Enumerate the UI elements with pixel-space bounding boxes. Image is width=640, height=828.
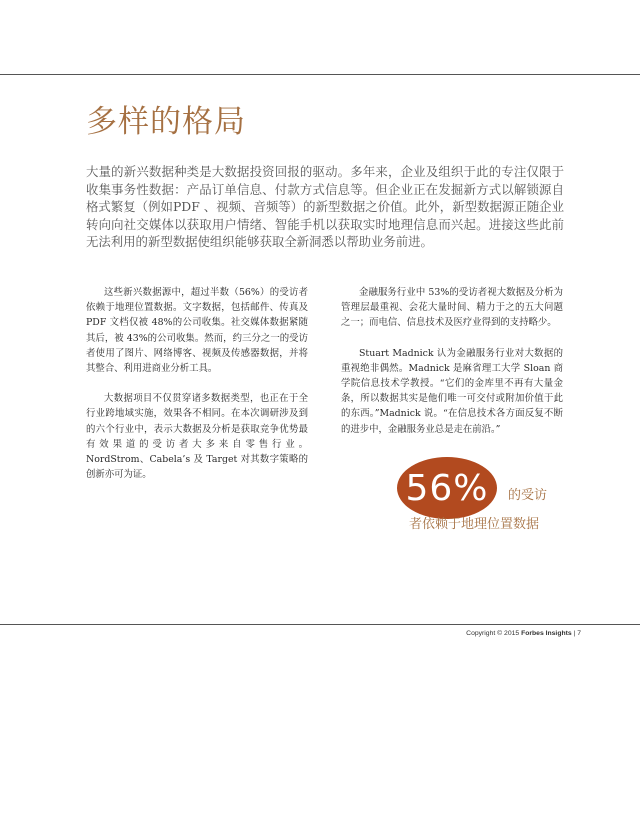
- top-divider: [0, 74, 640, 75]
- callout-bubble: [397, 457, 497, 519]
- callout-number: 56%: [405, 467, 489, 509]
- callout-text-line1: 的受访: [508, 488, 548, 503]
- left-column: [86, 285, 308, 497]
- bottom-divider: [0, 624, 640, 625]
- page-footer: [466, 630, 581, 637]
- right-paragraph-2: Stuart Madnick 认为金融服务行业对大数据的重视绝非偶然。Madnick 是麻省理工大学 Sloan 商学院信息技术学教授。“它们的金库里不再有大量金条，所以数据其实是他们唯一可交付或附加价值于此的东西。”Madnick 说。“在信息技术各方面反复不断的进步中，金融服务业总是走在前沿。”: [341, 347, 563, 435]
- intro-paragraph: 大量的新兴数据种类是大数据投资回报的驱动。多年来，企业及组织于此的专注仅限于收集事务性数据：产品订单信息、付款方式信息等。但企业正在发掘新方式以解锁源自格式繁复（例如PDF 、视频、音频等）的新型数据之价值。此外，新型数据源正随企业转向向社交媒体以获取用户情绪、智能手机以获取实时地理信息而兴起。进接这些此前无法利用的新型数据使组织能够获取全新洞悉以帮助业务前进。: [86, 164, 564, 250]
- page-number: 7: [577, 630, 581, 637]
- brand-name: Forbes Insights: [521, 630, 572, 637]
- right-column: [341, 285, 563, 452]
- left-paragraph-2: 大数据项目不仅贯穿诸多数据类型，也正在于全行业跨地域实施，效果各不相同。在本次调研涉及到的六个行业中，表示大数据及分析是获取竞争优势最有效果道的受访者大多来自零售行业。NordStrom、Cabela’s 及 Target 对其数字策略的创新亦可为证。: [86, 393, 308, 481]
- left-paragraph-1: 这些新兴数据源中，超过半数（56%）的受访者依赖于地理位置数据。文字数据，包括邮件、传真及 PDF 文档仅被 48%的公司收集。社交媒体数据紧随其后，被 43%的公司收集。然而，约三分之一的受访者使用了图片、网络博客、视频及传感器数据，并将其整合、利用进商业分析工具。: [86, 287, 308, 375]
- callout-text-line2: 者依赖于地理位置数据: [409, 517, 540, 532]
- footer-separator: |: [573, 630, 576, 637]
- copyright-text: Copyright © 2015: [466, 630, 520, 637]
- right-paragraph-1: 金融服务行业中 53%的受访者视大数据及分析为管理层最重视、会花大量时间、精力于之的五大问题之一；而电信、信息技术及医疗业得到的支持略少。: [341, 287, 563, 329]
- section-title: 多样的格局: [86, 104, 246, 140]
